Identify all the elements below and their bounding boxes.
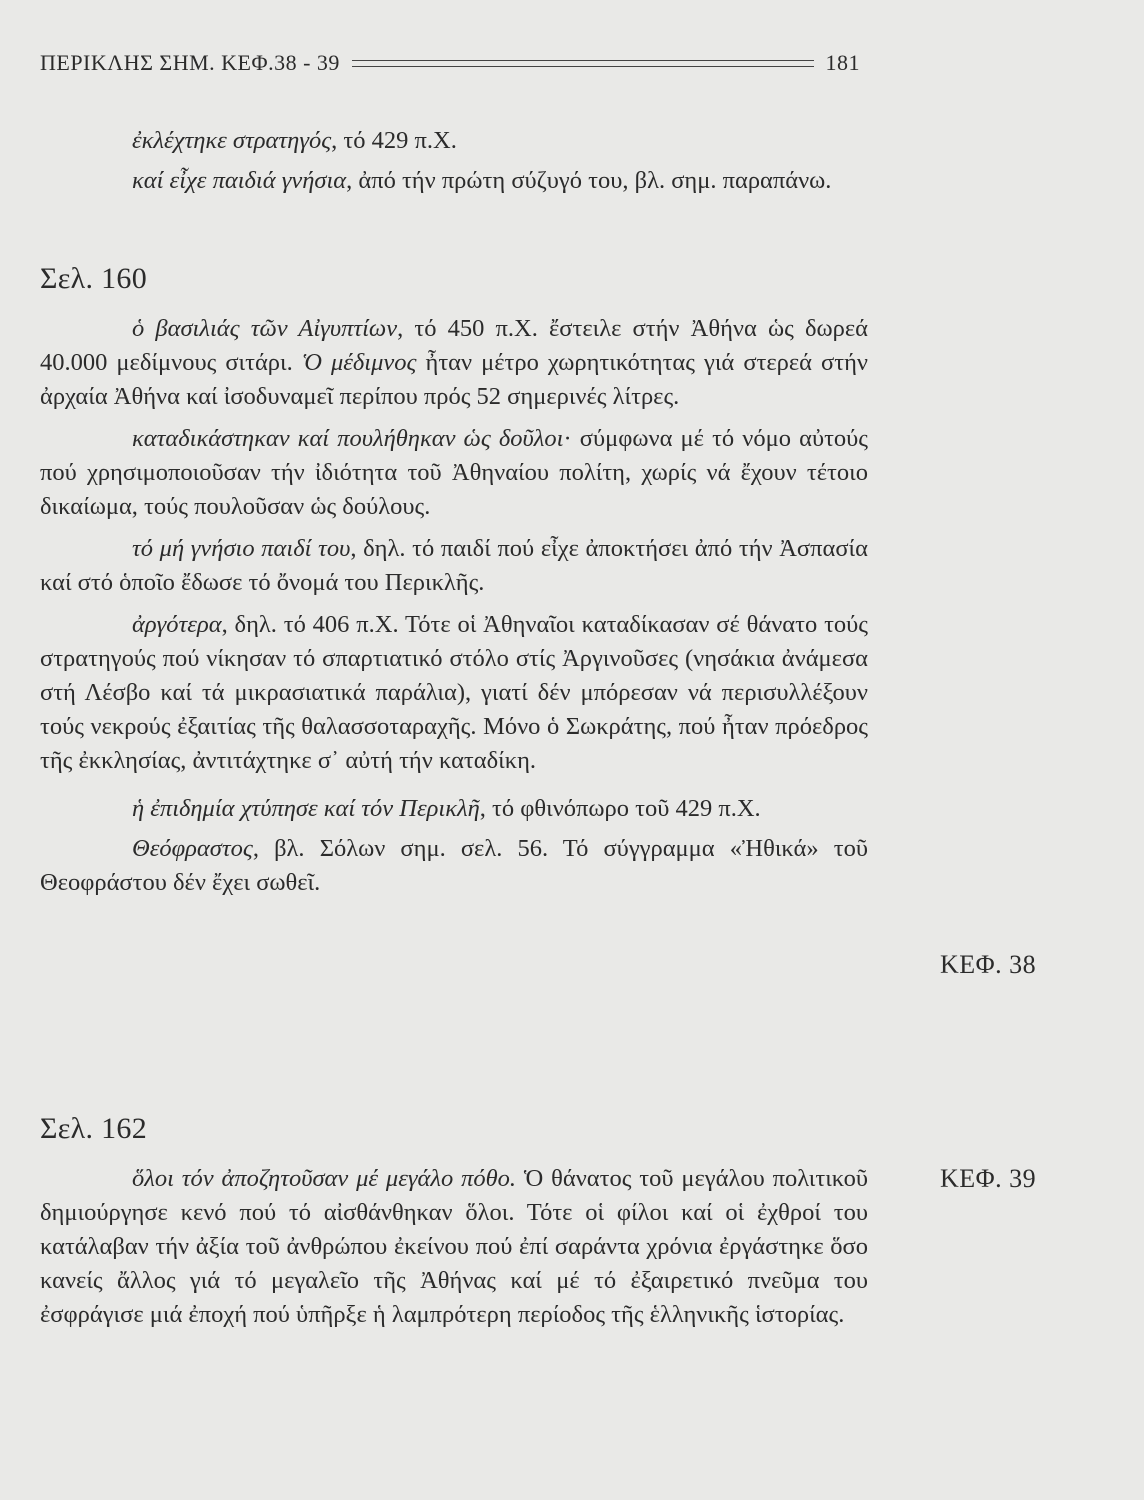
note-text: , ἀπό τήν πρώτη σύζυγό του, βλ. σημ. παραπάνω.	[346, 167, 832, 194]
section-heading-160: Σελ. 160	[40, 262, 148, 295]
note-paragraph	[40, 422, 868, 524]
note-paragraph	[40, 312, 868, 414]
running-header	[40, 48, 860, 78]
section-heading-162: Σελ. 162	[40, 1112, 148, 1145]
note-lemma: ἀργότερα	[132, 611, 222, 638]
note-text: , δηλ. τό παιδί πού εἶχε ἀποκτήσει ἀπό τήν Ἀσπασία καί στό ὁποῖο ἔδωσε τό ὄνομά του Περικλῆς.	[40, 535, 868, 596]
note-lemma: καί εἶχε παιδιά γνήσια	[132, 167, 347, 194]
note-text: , βλ. Σόλων σημ. σελ. 56. Τό σύγγραμμα «Ἠθικά» τοῦ Θεοφράστου δέν ἔχει σωθεῖ.	[40, 835, 868, 896]
note-paragraph	[40, 792, 868, 826]
note-lemma: ὅλοι τόν ἀποζητοῦσαν μέ μεγάλο πόθο.	[132, 1165, 517, 1192]
note-paragraph	[40, 832, 868, 900]
margin-chapter-ref-39: ΚΕΦ. 39	[940, 1164, 1037, 1193]
note-lemma: Θεόφραστος	[132, 835, 253, 862]
note-lemma: καταδικάστηκαν καί πουλήθηκαν ὡς δοῦλοι	[132, 425, 564, 452]
note-paragraph	[40, 532, 868, 600]
note-text: , τό 450 π.Χ. ἔστειλε στήν Ἀθήνα ὡς δωρεά 40.000 μεδίμνους σιτάρι.	[40, 315, 868, 376]
note-lemma: τό μή γνήσιο παιδί του	[132, 535, 351, 562]
section-162-block	[40, 1162, 868, 1332]
note-paragraph	[40, 608, 868, 778]
intro-block	[40, 124, 868, 198]
note-paragraph	[40, 124, 868, 158]
note-text: · σύμφωνα μέ τό νόμο αὐτούς πού χρησιμοποιοῦσαν τήν ἰδιότητα τοῦ Ἀθηναίου πολίτη, χωρίς νά ἔχουν τέτοιο δικαίωμα, τούς πουλοῦσαν ὡς δούλους.	[40, 425, 869, 520]
running-title: ΠΕΡΙΚΛΗΣ ΣΗΜ. ΚΕΦ.38 - 39	[40, 50, 340, 75]
margin-chapter-ref-38: ΚΕΦ. 38	[940, 950, 1037, 979]
note-paragraph	[40, 1162, 868, 1332]
note-paragraph	[40, 164, 868, 198]
note-text: , δηλ. τό 406 π.Χ. Τότε οἱ Ἀθηναῖοι καταδίκασαν σέ θάνατο τούς στρατηγούς πού νίκησαν τό σπαρτιατικό στόλο στίς Ἀργινοῦσες (νησάκια ἀνάμεσα στή Λέσβο καί τά μικρασιατικά παράλια), γιατί δέν μπόρεσαν νά περισυλλέξουν τούς νεκρούς ἐξαιτίας τῆς θαλασσοταραχῆς. Μόνο ὁ Σωκράτης, πού ἦταν πρόεδρος τῆς ἐκκλησίας, ἀντιτάχτηκε σ᾽ αὐτή τήν καταδίκη.	[40, 611, 868, 774]
note-text: , τό φθινόπωρο τοῦ 429 π.Χ.	[479, 795, 761, 822]
header-rule	[352, 60, 814, 67]
note-lemma: ὁ βασιλιάς τῶν Αἰγυπτίων	[132, 315, 398, 342]
note-text: ἦταν μέτρο χωρητικότητας γιά στερεά στήν ἀρχαία Ἀθήνα καί ἰσοδυναμεῖ περίπου πρός 52 σημερινές λίτρες.	[40, 349, 868, 410]
note-lemma: ἐκλέχτηκε στρατηγός	[132, 127, 332, 154]
note-lemma: ἡ ἐπιδημία χτύπησε καί τόν Περικλῆ	[132, 795, 480, 822]
note-text: Ὁ θάνατος τοῦ μεγάλου πολιτικοῦ δημιούργησε κενό πού τό αἰσθάνθηκαν ὅλοι. Τότε οἱ φίλοι καί οἱ ἐχθροί του κατάλαβαν τήν ἀξία τοῦ ἀνθρώπου ἐκείνου πού ἐπί σαράντα χρόνια ἐργάστηκε ὅσο κανείς ἄλλος γιά τό μεγαλεῖο τῆς Ἀθήνας καί μέ τό ἐξαιρετικό πνεῦμα του ἐσφράγισε μιά ἐποχή πού ὑπῆρξε ἡ λαμπρότερη περίοδος τῆς ἑλληνικῆς ἱστορίας.	[40, 1165, 868, 1328]
section-160-block	[40, 312, 868, 900]
note-text: , τό 429 π.Χ.	[331, 127, 457, 154]
note-term: Ὁ μέδιμνος	[301, 349, 417, 376]
page-number: 181	[825, 50, 860, 75]
